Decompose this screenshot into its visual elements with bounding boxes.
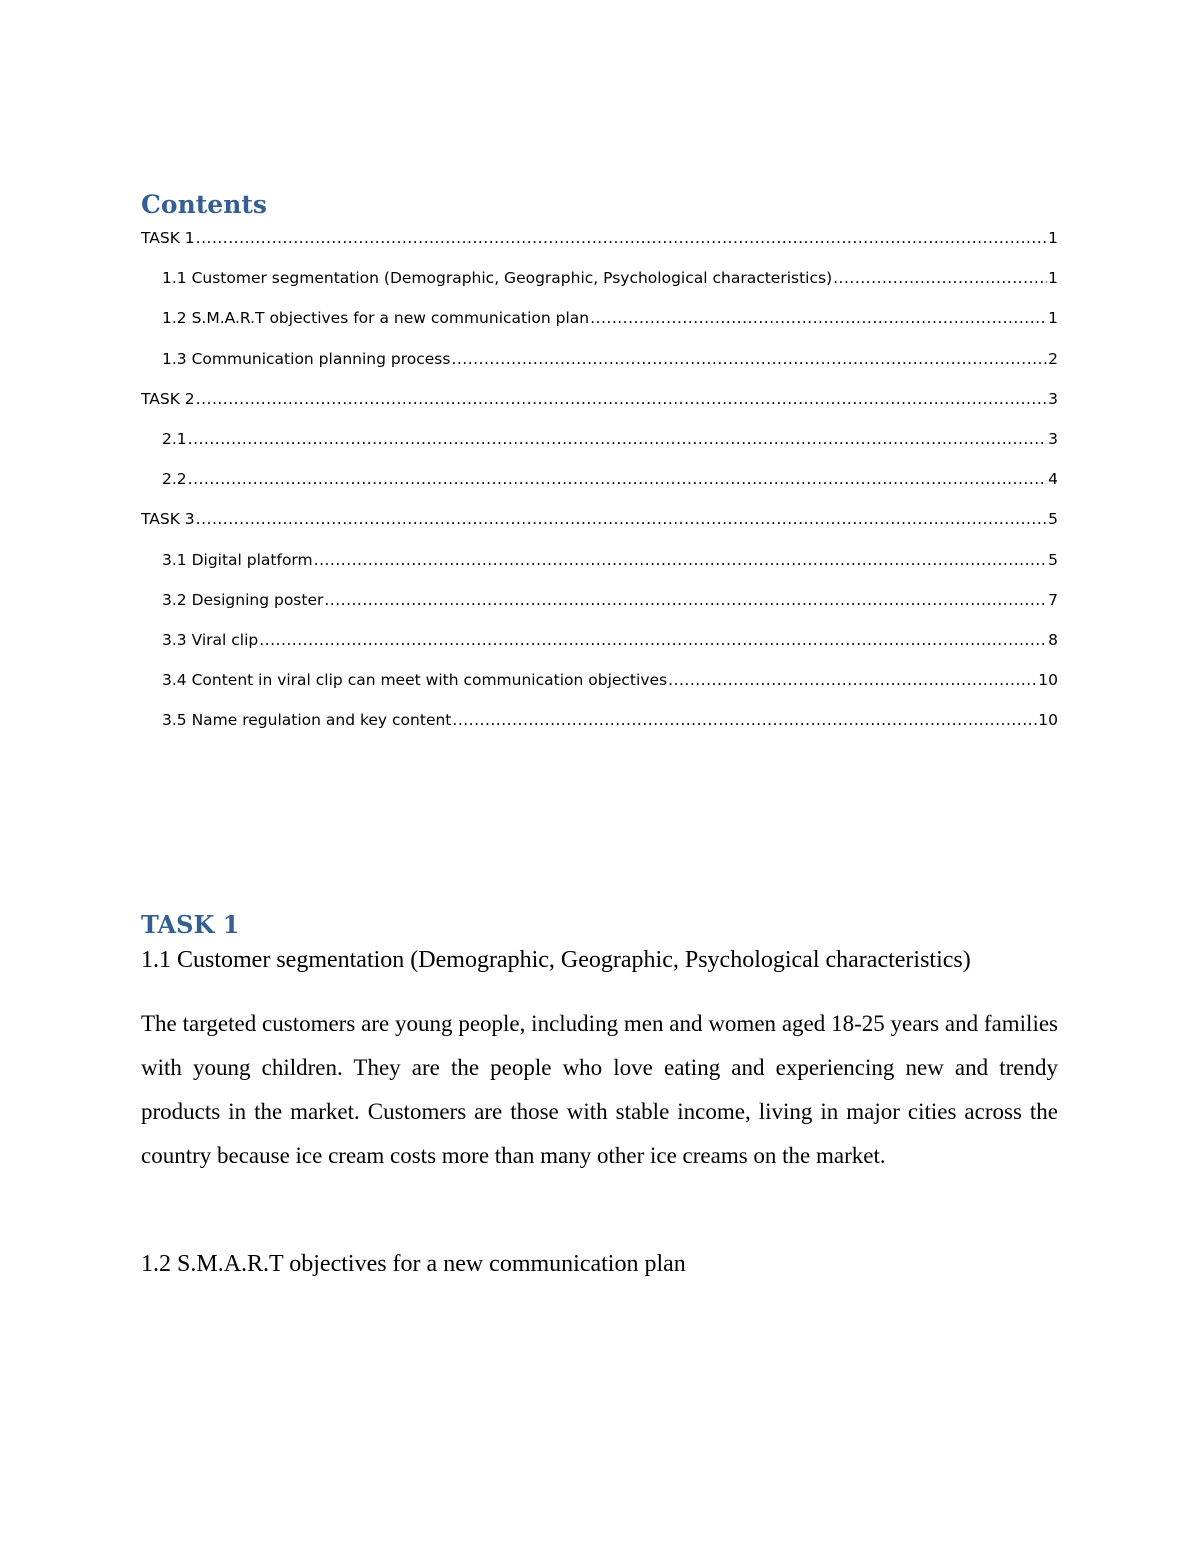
toc-entry-page: 1 xyxy=(1048,229,1058,247)
toc-dot-leader xyxy=(314,548,1047,572)
toc-entry-label: TASK 1 xyxy=(141,229,195,247)
toc-dot-leader xyxy=(188,467,1047,491)
toc-entry-1-1[interactable] xyxy=(141,266,1058,306)
toc-entry-2-1[interactable] xyxy=(141,427,1058,467)
toc-entry-3-2[interactable] xyxy=(141,588,1058,628)
toc-entry-2-2[interactable] xyxy=(141,467,1058,507)
toc-entry-page: 7 xyxy=(1048,590,1058,609)
toc-dot-leader xyxy=(196,387,1047,411)
toc-entry-label: 3.2 Designing poster xyxy=(162,590,324,609)
toc-entry-page: 4 xyxy=(1048,470,1058,489)
section-1-2-heading: 1.2 S.M.A.R.T objectives for a new communication plan xyxy=(141,1251,686,1277)
toc-entry-page: 3 xyxy=(1048,389,1058,408)
toc-entry-task-3[interactable] xyxy=(141,507,1058,547)
toc-entry-label: 1.1 Customer segmentation (Demographic, Geographic, Psychological characteristics) xyxy=(162,269,833,288)
toc-entry-page: 3 xyxy=(1048,429,1058,448)
toc-dot-leader xyxy=(196,507,1047,531)
toc-entry-task-1[interactable] xyxy=(141,226,1058,266)
toc-entry-label: TASK 3 xyxy=(141,510,195,529)
toc-entry-label: 3.3 Viral clip xyxy=(162,630,259,649)
section-1-1-heading: 1.1 Customer segmentation (Demographic, Geographic, Psychological characteristics) xyxy=(141,947,971,973)
toc-entry-3-1[interactable] xyxy=(141,548,1058,588)
toc-entry-label: 3.4 Content in viral clip can meet with communication objectives xyxy=(162,671,668,690)
toc-dot-leader xyxy=(452,708,1037,732)
toc-entry-page: 5 xyxy=(1048,510,1058,529)
toc-entry-3-3[interactable] xyxy=(141,628,1058,668)
toc-dot-leader xyxy=(451,347,1047,371)
toc-entry-page: 1 xyxy=(1048,269,1058,288)
toc-entry-label: 1.3 Communication planning process xyxy=(162,349,451,368)
toc-entry-label: TASK 2 xyxy=(141,389,195,408)
toc-entry-page: 10 xyxy=(1038,711,1058,730)
toc-dot-leader xyxy=(324,588,1047,612)
toc-entry-label: 3.1 Digital platform xyxy=(162,550,313,569)
toc-entry-page: 1 xyxy=(1048,309,1058,328)
toc-entry-1-2[interactable] xyxy=(141,306,1058,346)
toc-dot-leader xyxy=(188,427,1047,451)
toc-title: Contents xyxy=(141,190,268,219)
task-1-heading: TASK 1 xyxy=(141,910,240,939)
toc-dot-leader xyxy=(833,266,1047,290)
toc-entry-page: 2 xyxy=(1048,349,1058,368)
toc-entry-3-5[interactable] xyxy=(141,708,1058,748)
toc-dot-leader xyxy=(668,668,1037,692)
toc-entry-label: 2.2 xyxy=(162,470,187,489)
toc-dot-leader xyxy=(590,306,1047,330)
toc-entry-task-2[interactable] xyxy=(141,387,1058,427)
toc-entry-page: 10 xyxy=(1038,671,1058,690)
section-1-1-body: The targeted customers are young people, including men and women aged 18-25 years and families with young children. They are the people who love eating and experiencing new and trendy products in the market. Customers are those with stable income, living in major cities across the country because ice cream costs more than many other ice creams on the market. xyxy=(141,1011,1058,1168)
table-of-contents xyxy=(141,226,1058,748)
toc-entry-1-3[interactable] xyxy=(141,347,1058,387)
toc-entry-3-4[interactable] xyxy=(141,668,1058,708)
toc-dot-leader xyxy=(196,226,1047,250)
toc-entry-label: 1.2 S.M.A.R.T objectives for a new communication plan xyxy=(162,309,590,328)
toc-entry-page: 5 xyxy=(1048,550,1058,569)
toc-entry-page: 8 xyxy=(1048,630,1058,649)
toc-entry-label: 2.1 xyxy=(162,429,187,448)
toc-dot-leader xyxy=(259,628,1047,652)
toc-entry-label: 3.5 Name regulation and key content xyxy=(162,711,452,730)
